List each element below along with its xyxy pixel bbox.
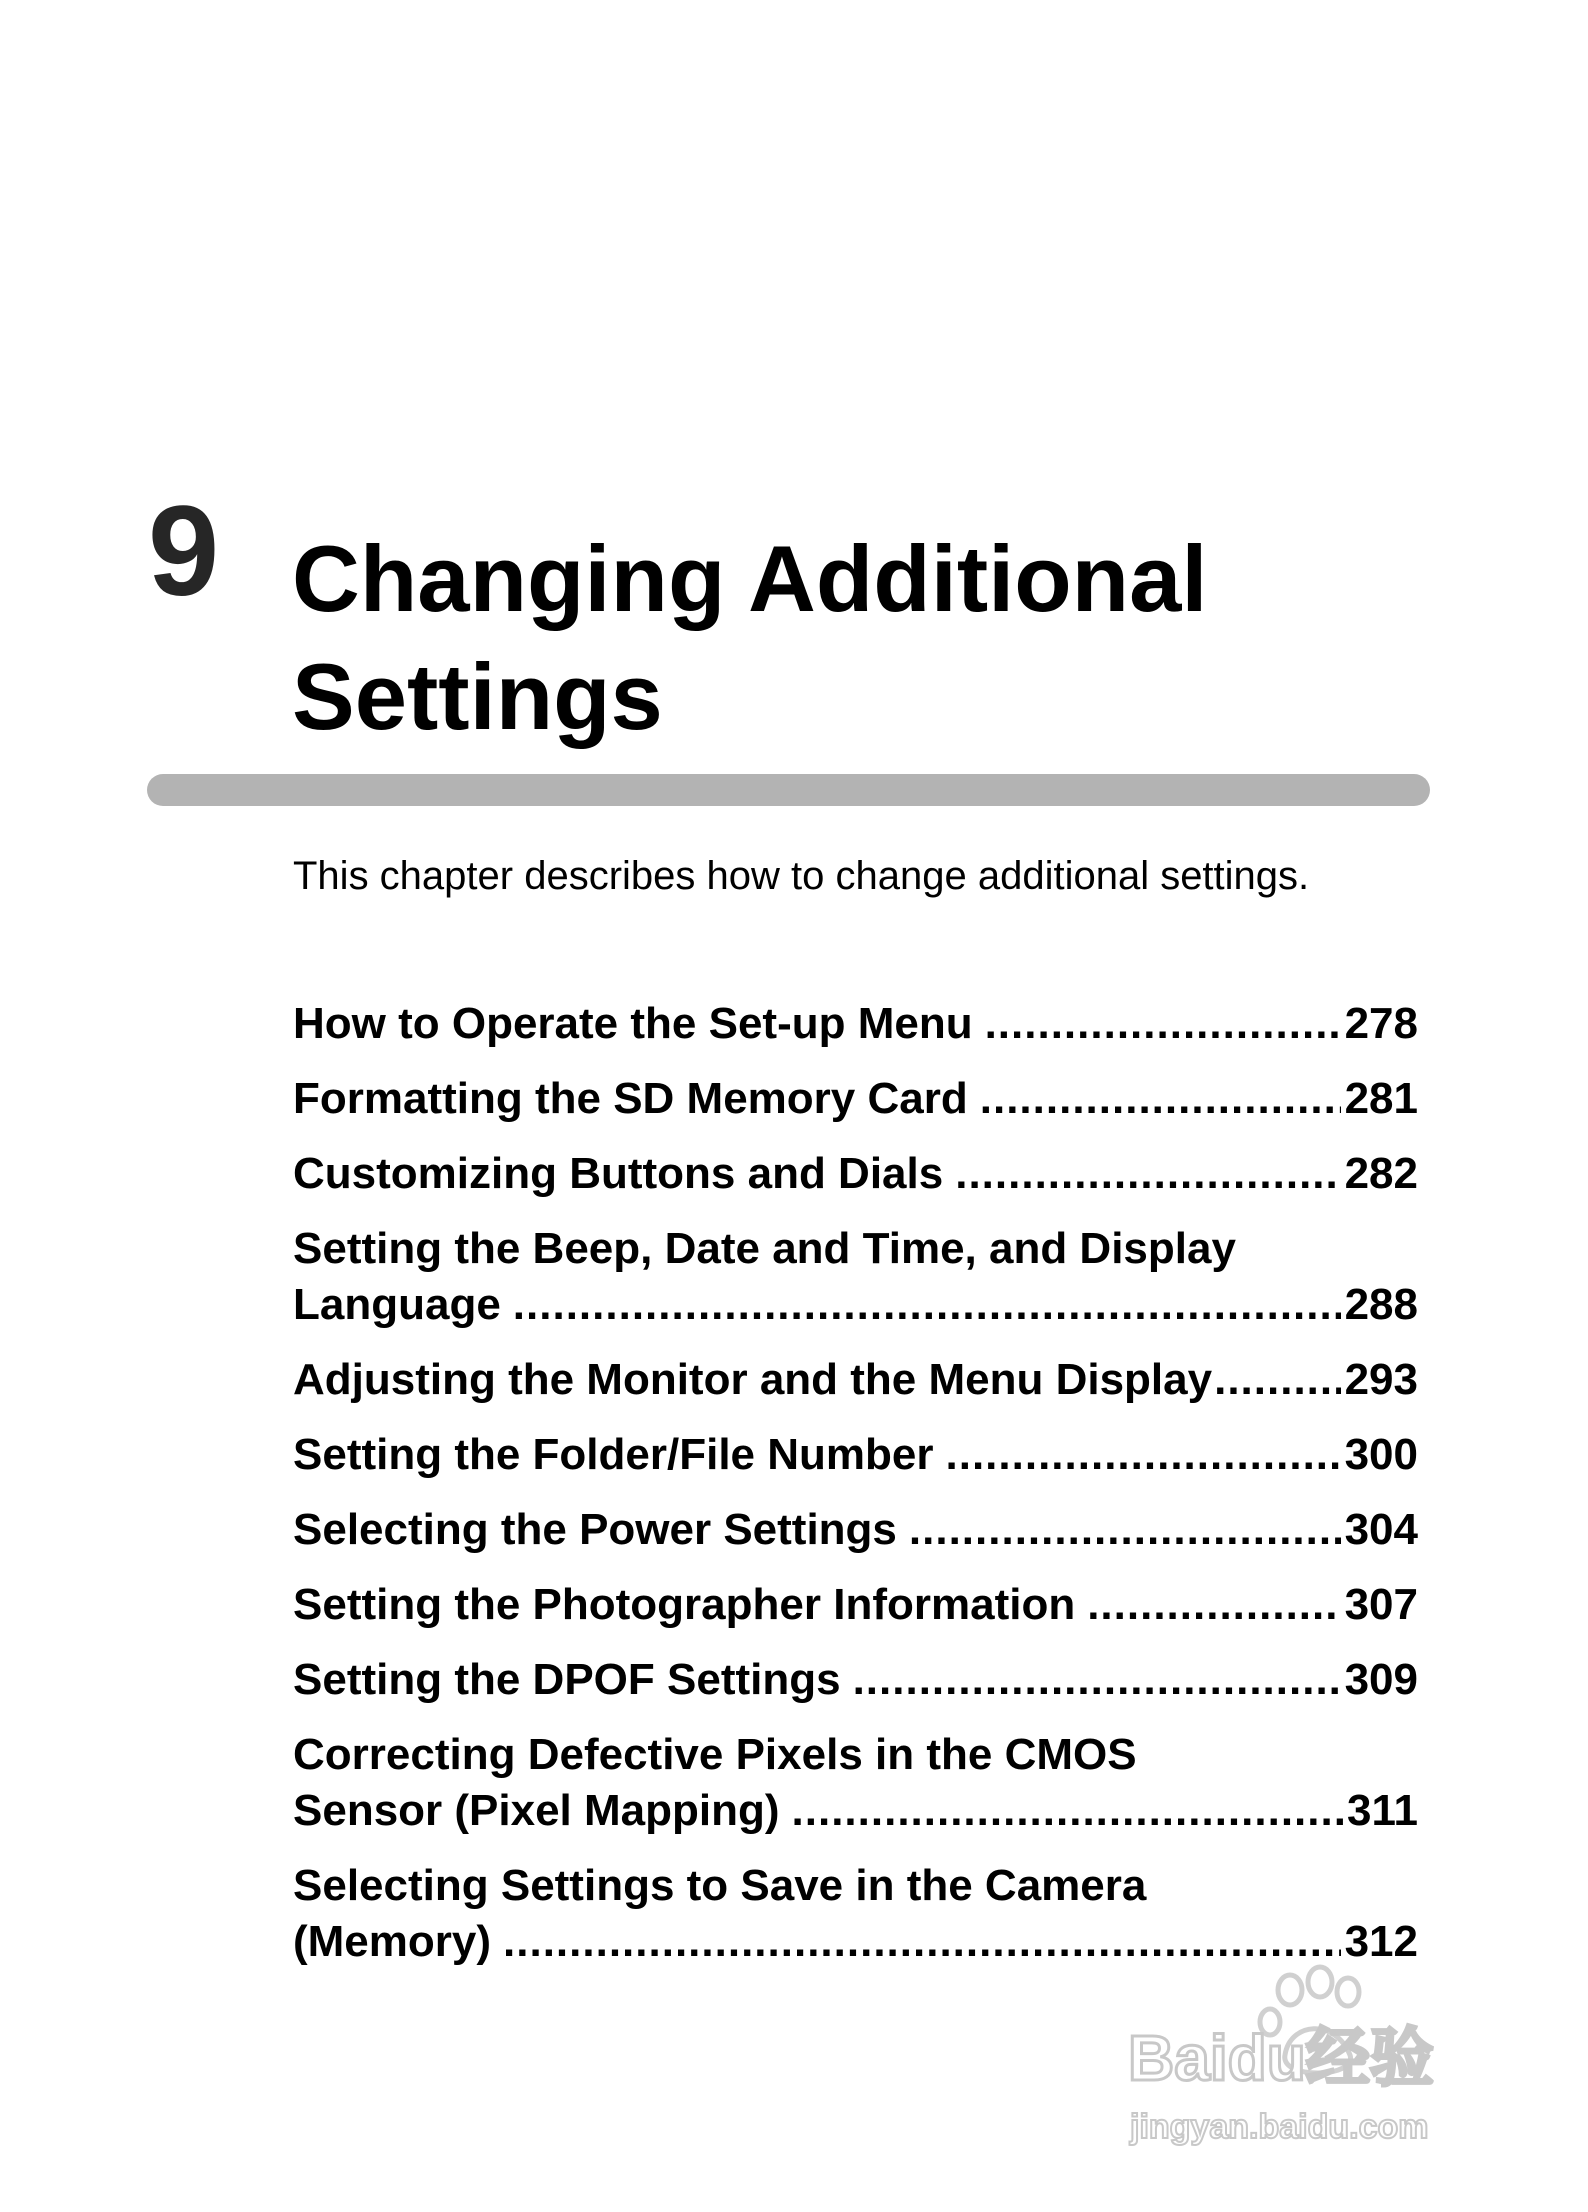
toc-page-number: 288 xyxy=(1344,1280,1418,1329)
toc-entry-title-continued: Sensor (Pixel Mapping) xyxy=(293,1786,780,1835)
toc-entry-formatting-sd-card[interactable] xyxy=(293,1071,1418,1127)
dot-leader xyxy=(1087,1577,1340,1633)
toc-entry-memory-settings[interactable] xyxy=(293,1858,1418,1970)
toc-entry-title: How to Operate the Set-up Menu xyxy=(293,999,973,1048)
chapter-title-line-1: Changing Additional xyxy=(292,526,1208,631)
toc-line xyxy=(293,1427,1418,1483)
dot-leader xyxy=(1214,1352,1340,1408)
dot-leader xyxy=(985,996,1341,1052)
dot-leader xyxy=(955,1146,1340,1202)
toc-line xyxy=(293,1146,1418,1202)
dot-leader xyxy=(980,1071,1341,1127)
toc-entry-title: Formatting the SD Memory Card xyxy=(293,1074,968,1123)
toc-entry-title: Setting the Photographer Information xyxy=(293,1580,1076,1629)
toc-line xyxy=(293,1858,1418,1914)
chapter-number: 9 xyxy=(148,480,220,623)
toc-line xyxy=(293,1783,1418,1839)
toc-entry-title: Setting the Folder/File Number xyxy=(293,1430,934,1479)
toc-entry-title: Correcting Defective Pixels in the CMOS xyxy=(293,1730,1137,1779)
dot-leader xyxy=(909,1502,1341,1558)
toc-entry-title-continued: (Memory) xyxy=(293,1917,492,1966)
toc-entry-pixel-mapping[interactable] xyxy=(293,1727,1418,1839)
toc-entry-title: Customizing Buttons and Dials xyxy=(293,1149,944,1198)
toc-page-number: 282 xyxy=(1344,1149,1418,1198)
chapter-title-line-2: Settings xyxy=(292,644,663,749)
chapter-divider-bar xyxy=(147,774,1430,806)
toc-entry-title-continued: Language xyxy=(293,1280,501,1329)
dot-leader xyxy=(513,1277,1341,1333)
dot-leader xyxy=(946,1427,1341,1483)
toc-entry-dpof-settings[interactable] xyxy=(293,1652,1418,1708)
toc-entry-photographer-info[interactable] xyxy=(293,1577,1418,1633)
toc-entry-customizing-buttons[interactable] xyxy=(293,1146,1418,1202)
toc-entry-beep-date-language[interactable] xyxy=(293,1221,1418,1333)
toc-page-number: 278 xyxy=(1344,999,1418,1048)
toc-line xyxy=(293,996,1418,1052)
toc-page-number: 300 xyxy=(1344,1430,1418,1479)
toc-line xyxy=(293,1352,1418,1408)
toc-line xyxy=(293,1502,1418,1558)
toc-page-number: 307 xyxy=(1344,1580,1418,1629)
toc-entry-title: Setting the DPOF Settings xyxy=(293,1655,841,1704)
toc-entry-title: Selecting Settings to Save in the Camera xyxy=(293,1861,1147,1910)
table-of-contents xyxy=(293,996,1418,1989)
toc-page-number: 309 xyxy=(1344,1655,1418,1704)
toc-page-number: 304 xyxy=(1344,1505,1418,1554)
toc-entry-title: Selecting the Power Settings xyxy=(293,1505,897,1554)
toc-page-number: 281 xyxy=(1344,1074,1418,1123)
toc-line xyxy=(293,1071,1418,1127)
toc-entry-folder-file-number[interactable] xyxy=(293,1427,1418,1483)
toc-page-number: 312 xyxy=(1344,1917,1418,1966)
baidu-jingyan-watermark xyxy=(1120,1960,1500,2160)
dot-leader xyxy=(853,1652,1341,1708)
watermark-url: jingyan.baidu.com xyxy=(1130,2108,1429,2146)
watermark-brand: Baidu经验 xyxy=(1128,2022,1434,2094)
toc-entry-title: Adjusting the Monitor and the Menu Display xyxy=(293,1355,1213,1404)
toc-line xyxy=(293,1221,1418,1277)
toc-page-number: 311 xyxy=(1347,1786,1418,1835)
toc-entry-power-settings[interactable] xyxy=(293,1502,1418,1558)
chapter-title xyxy=(292,520,1442,756)
toc-line xyxy=(293,1577,1418,1633)
toc-entry-title: Setting the Beep, Date and Time, and Display xyxy=(293,1224,1236,1273)
chapter-intro: This chapter describes how to change additional settings. xyxy=(293,854,1310,898)
toc-line xyxy=(293,1652,1418,1708)
toc-entry-monitor-menu-display[interactable] xyxy=(293,1352,1418,1408)
toc-entry-set-up-menu[interactable] xyxy=(293,996,1418,1052)
dot-leader xyxy=(792,1783,1344,1839)
toc-page-number: 293 xyxy=(1344,1355,1418,1404)
toc-line xyxy=(293,1727,1418,1783)
toc-line xyxy=(293,1277,1418,1333)
